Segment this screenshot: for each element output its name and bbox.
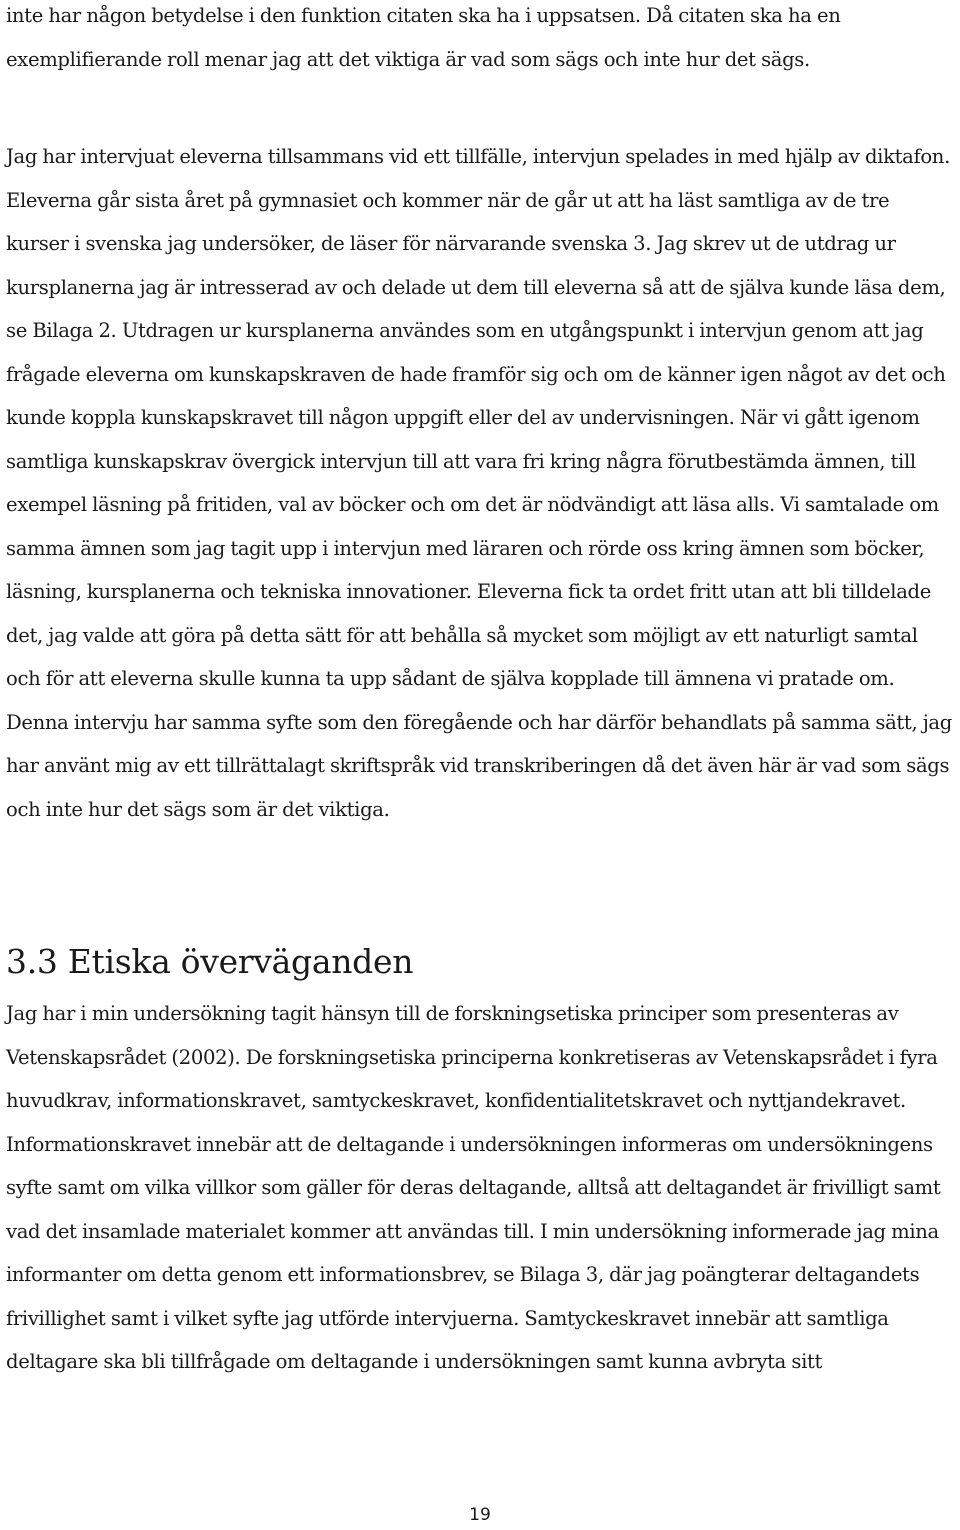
section-heading: 3.3 Etiska överväganden: [6, 942, 414, 981]
body-paragraph: Jag har intervjuat eleverna tillsammans vid ett tillfälle, intervjun spelades in med hjälp av diktafon. Eleverna går sista året på gymnasiet och kommer när de går ut att ha läst samtliga av de tre kurser i svenska jag undersöker, de läser för närvarande svenska 3. Jag skrev ut de utdrag ur kursplanerna jag är intresserad av och delade ut dem till eleverna så att de själva kunde läsa dem, se Bilaga 2. Utdragen ur kursplanerna användes som en utgångspunkt i intervjun genom att jag frågade eleverna om kunskapskraven de hade framför sig och om de känner igen något av det och kunde koppla kunskapskravet till någon uppgift eller del av undervisningen. När vi gått igenom samtliga kunskapskrav övergick intervjun till att vara fri kring några förutbestämda ämnen, till exempel läsning på fritiden, val av böcker och om det är nödvändigt att läsa alls. Vi samtalade om samma ämnen som jag tagit upp i intervjun med läraren och rörde oss kring ämnen som böcker, läsning, kursplanerna och tekniska innovationer. Eleverna fick ta ordet fritt utan att bli tilldelade det, jag valde att göra på detta sätt för att behålla så mycket som möjligt av ett naturligt samtal och för att eleverna skulle kunna ta upp sådant de själva kopplade till ämnena vi pratade om. Denna intervju har samma syfte som den föregående och har därför behandlats på samma sätt, jag har använt mig av ett tillrättalagt skriftspråk vid transkriberingen då det även här är vad som sägs och inte hur det sägs som är det viktiga.: [6, 145, 952, 821]
body-paragraph: inte har någon betydelse i den funktion citaten ska ha i uppsatsen. Då citaten ska ha en exemplifierande roll menar jag att det viktiga är vad som sägs och inte hur det sägs.: [6, 4, 841, 71]
body-paragraph: Jag har i min undersökning tagit hänsyn till de forskningsetiska principer som presenteras av Vetenskapsrådet (2002). De forskningsetiska principerna konkretiseras av Vetenskapsrådet i fyra huvudkrav, informationskravet, samtyckeskravet, konfidentialitetskravet och nyttjandekravet. Informationskravet innebär att de deltagande i undersökningen informeras om undersökningens syfte samt om vilka villkor som gäller för deras deltagande, alltså att deltagandet är frivilligt samt vad det insamlade materialet kommer att användas till. I min undersökning informerade jag mina informanter om detta genom ett informationsbrev, se Bilaga 3, där jag poängterar deltagandets frivillighet samt i vilket syfte jag utförde intervjuerna. Samtyckeskravet innebär att samtliga deltagare ska bli tillfrågade om deltagande i undersökningen samt kunna avbryta sitt: [6, 1002, 941, 1373]
page-number: 19: [469, 1505, 491, 1525]
